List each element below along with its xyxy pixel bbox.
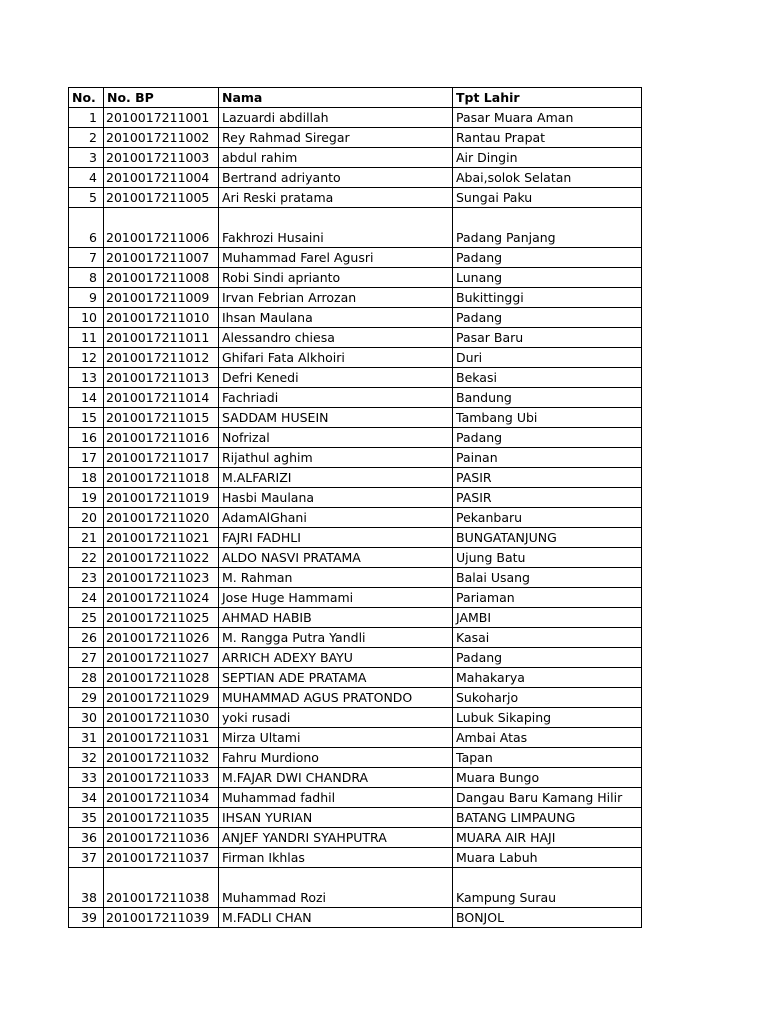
table-row: [69, 648, 642, 668]
cell-nama: Fahru Murdiono: [219, 748, 453, 768]
cell-no-bp: 2010017211034: [104, 788, 219, 808]
header-row: [69, 88, 642, 108]
cell-no-bp: 2010017211010: [104, 308, 219, 328]
cell-no-bp: 2010017211019: [104, 488, 219, 508]
cell-nama: Hasbi Maulana: [219, 488, 453, 508]
cell-no: 30: [69, 708, 104, 728]
cell-no-bp: 2010017211038: [104, 868, 219, 908]
cell-tpt-lahir: Muara Labuh: [453, 848, 642, 868]
cell-no-bp: 2010017211024: [104, 588, 219, 608]
cell-no: 6: [69, 208, 104, 248]
cell-nama: MUHAMMAD AGUS PRATONDO: [219, 688, 453, 708]
cell-tpt-lahir: BATANG LIMPAUNG: [453, 808, 642, 828]
table-row: [69, 908, 642, 928]
cell-no: 28: [69, 668, 104, 688]
table-row: [69, 668, 642, 688]
table-row: [69, 488, 642, 508]
cell-no-bp: 2010017211006: [104, 208, 219, 248]
cell-tpt-lahir: Air Dingin: [453, 148, 642, 168]
cell-tpt-lahir: Pasar Muara Aman: [453, 108, 642, 128]
cell-nama: FAJRI FADHLI: [219, 528, 453, 548]
table-row: [69, 188, 642, 208]
table-row: [69, 688, 642, 708]
cell-nama: Mirza Ultami: [219, 728, 453, 748]
cell-tpt-lahir: PASIR: [453, 468, 642, 488]
cell-no-bp: 2010017211030: [104, 708, 219, 728]
cell-no: 32: [69, 748, 104, 768]
cell-nama: SEPTIAN ADE PRATAMA: [219, 668, 453, 688]
cell-tpt-lahir: Sungai Paku: [453, 188, 642, 208]
table-row: [69, 848, 642, 868]
header-no-bp: No. BP: [104, 88, 219, 108]
cell-nama: Bertrand adriyanto: [219, 168, 453, 188]
table-row: [69, 148, 642, 168]
table-row: [69, 268, 642, 288]
cell-no: 15: [69, 408, 104, 428]
cell-tpt-lahir: Pariaman: [453, 588, 642, 608]
cell-no-bp: 2010017211037: [104, 848, 219, 868]
cell-no-bp: 2010017211027: [104, 648, 219, 668]
cell-no-bp: 2010017211005: [104, 188, 219, 208]
cell-tpt-lahir: Balai Usang: [453, 568, 642, 588]
cell-nama: Firman Ikhlas: [219, 848, 453, 868]
cell-no: 9: [69, 288, 104, 308]
cell-no: 4: [69, 168, 104, 188]
cell-nama: Rijathul aghim: [219, 448, 453, 468]
cell-no: 17: [69, 448, 104, 468]
cell-tpt-lahir: Pekanbaru: [453, 508, 642, 528]
cell-no: 16: [69, 428, 104, 448]
table-row: [69, 508, 642, 528]
cell-tpt-lahir: Padang: [453, 428, 642, 448]
table-row: [69, 568, 642, 588]
table-row: [69, 388, 642, 408]
cell-no-bp: 2010017211014: [104, 388, 219, 408]
table-row: [69, 788, 642, 808]
cell-nama: Lazuardi abdillah: [219, 108, 453, 128]
cell-no-bp: 2010017211039: [104, 908, 219, 928]
table-row: [69, 748, 642, 768]
table-row: [69, 108, 642, 128]
table-row: [69, 308, 642, 328]
cell-no-bp: 2010017211033: [104, 768, 219, 788]
table-row: [69, 128, 642, 148]
cell-nama: Nofrizal: [219, 428, 453, 448]
table-row: [69, 208, 642, 248]
table-row: [69, 768, 642, 788]
table-row: [69, 428, 642, 448]
cell-no: 18: [69, 468, 104, 488]
cell-no-bp: 2010017211031: [104, 728, 219, 748]
cell-tpt-lahir: JAMBI: [453, 608, 642, 628]
cell-tpt-lahir: Duri: [453, 348, 642, 368]
cell-no-bp: 2010017211002: [104, 128, 219, 148]
cell-tpt-lahir: Bandung: [453, 388, 642, 408]
cell-no-bp: 2010017211015: [104, 408, 219, 428]
cell-no: 39: [69, 908, 104, 928]
cell-no: 11: [69, 328, 104, 348]
cell-nama: M. Rahman: [219, 568, 453, 588]
cell-tpt-lahir: Ujung Batu: [453, 548, 642, 568]
cell-tpt-lahir: Lubuk Sikaping: [453, 708, 642, 728]
cell-no-bp: 2010017211008: [104, 268, 219, 288]
cell-nama: Muhammad fadhil: [219, 788, 453, 808]
cell-nama: yoki rusadi: [219, 708, 453, 728]
cell-tpt-lahir: Tambang Ubi: [453, 408, 642, 428]
cell-tpt-lahir: Rantau Prapat: [453, 128, 642, 148]
cell-nama: M.ALFARIZI: [219, 468, 453, 488]
cell-tpt-lahir: Bukittinggi: [453, 288, 642, 308]
cell-no: 36: [69, 828, 104, 848]
cell-nama: Robi Sindi aprianto: [219, 268, 453, 288]
cell-tpt-lahir: Bekasi: [453, 368, 642, 388]
cell-no: 19: [69, 488, 104, 508]
cell-no-bp: 2010017211036: [104, 828, 219, 848]
cell-no-bp: 2010017211021: [104, 528, 219, 548]
cell-no-bp: 2010017211032: [104, 748, 219, 768]
cell-tpt-lahir: Dangau Baru Kamang Hilir: [453, 788, 642, 808]
cell-nama: Irvan Febrian Arrozan: [219, 288, 453, 308]
cell-no-bp: 2010017211026: [104, 628, 219, 648]
cell-tpt-lahir: Padang Panjang: [453, 208, 642, 248]
cell-tpt-lahir: Muara Bungo: [453, 768, 642, 788]
table-row: [69, 248, 642, 268]
table-row: [69, 448, 642, 468]
cell-tpt-lahir: Sukoharjo: [453, 688, 642, 708]
table-row: [69, 168, 642, 188]
cell-no: 35: [69, 808, 104, 828]
cell-tpt-lahir: Mahakarya: [453, 668, 642, 688]
cell-nama: Rey Rahmad Siregar: [219, 128, 453, 148]
cell-tpt-lahir: Lunang: [453, 268, 642, 288]
cell-no: 23: [69, 568, 104, 588]
table-row: [69, 828, 642, 848]
cell-no: 29: [69, 688, 104, 708]
cell-nama: AHMAD HABIB: [219, 608, 453, 628]
table-row: [69, 368, 642, 388]
cell-nama: Muhammad Rozi: [219, 868, 453, 908]
cell-nama: M. Rangga Putra Yandli: [219, 628, 453, 648]
cell-tpt-lahir: Pasar Baru: [453, 328, 642, 348]
cell-no: 22: [69, 548, 104, 568]
cell-nama: Alessandro chiesa: [219, 328, 453, 348]
cell-no: 1: [69, 108, 104, 128]
cell-no-bp: 2010017211025: [104, 608, 219, 628]
cell-nama: ALDO NASVI PRATAMA: [219, 548, 453, 568]
cell-no: 24: [69, 588, 104, 608]
table-row: [69, 868, 642, 908]
cell-nama: ARRICH ADEXY BAYU: [219, 648, 453, 668]
cell-no-bp: 2010017211007: [104, 248, 219, 268]
cell-no: 38: [69, 868, 104, 908]
cell-no-bp: 2010017211001: [104, 108, 219, 128]
cell-no: 7: [69, 248, 104, 268]
cell-tpt-lahir: BUNGATANJUNG: [453, 528, 642, 548]
cell-tpt-lahir: Abai,solok Selatan: [453, 168, 642, 188]
cell-no-bp: 2010017211012: [104, 348, 219, 368]
cell-nama: Ari Reski pratama: [219, 188, 453, 208]
table-row: [69, 728, 642, 748]
cell-no-bp: 2010017211004: [104, 168, 219, 188]
table-row: [69, 288, 642, 308]
cell-nama: Ihsan Maulana: [219, 308, 453, 328]
cell-no: 14: [69, 388, 104, 408]
cell-no: 2: [69, 128, 104, 148]
cell-no-bp: 2010017211011: [104, 328, 219, 348]
cell-no: 8: [69, 268, 104, 288]
cell-no: 20: [69, 508, 104, 528]
cell-nama: Muhammad Farel Agusri: [219, 248, 453, 268]
cell-tpt-lahir: Padang: [453, 648, 642, 668]
table-row: [69, 808, 642, 828]
table-row: [69, 468, 642, 488]
student-table: [68, 87, 642, 928]
table-row: [69, 628, 642, 648]
cell-no-bp: 2010017211018: [104, 468, 219, 488]
cell-tpt-lahir: Tapan: [453, 748, 642, 768]
cell-no-bp: 2010017211013: [104, 368, 219, 388]
cell-no-bp: 2010017211016: [104, 428, 219, 448]
cell-no: 34: [69, 788, 104, 808]
table-row: [69, 608, 642, 628]
cell-nama: abdul rahim: [219, 148, 453, 168]
cell-nama: Ghifari Fata Alkhoiri: [219, 348, 453, 368]
cell-no-bp: 2010017211009: [104, 288, 219, 308]
cell-tpt-lahir: Kampung Surau: [453, 868, 642, 908]
cell-no-bp: 2010017211017: [104, 448, 219, 468]
cell-nama: AdamAlGhani: [219, 508, 453, 528]
table-row: [69, 408, 642, 428]
cell-no-bp: 2010017211028: [104, 668, 219, 688]
cell-nama: M.FADLI CHAN: [219, 908, 453, 928]
table-row: [69, 708, 642, 728]
table-row: [69, 588, 642, 608]
cell-no: 37: [69, 848, 104, 868]
cell-no: 12: [69, 348, 104, 368]
cell-nama: Fachriadi: [219, 388, 453, 408]
cell-tpt-lahir: Ambai Atas: [453, 728, 642, 748]
cell-no: 31: [69, 728, 104, 748]
cell-no-bp: 2010017211003: [104, 148, 219, 168]
cell-no: 5: [69, 188, 104, 208]
cell-no: 26: [69, 628, 104, 648]
cell-no: 33: [69, 768, 104, 788]
cell-no: 27: [69, 648, 104, 668]
cell-no: 3: [69, 148, 104, 168]
cell-tpt-lahir: Padang: [453, 248, 642, 268]
table-row: [69, 328, 642, 348]
student-list-sheet: [68, 87, 641, 928]
cell-nama: Defri Kenedi: [219, 368, 453, 388]
cell-tpt-lahir: PASIR: [453, 488, 642, 508]
cell-tpt-lahir: Painan: [453, 448, 642, 468]
table-row: [69, 348, 642, 368]
cell-tpt-lahir: MUARA AIR HAJI: [453, 828, 642, 848]
cell-nama: ANJEF YANDRI SYAHPUTRA: [219, 828, 453, 848]
table-header: [69, 88, 642, 108]
cell-nama: Jose Huge Hammami: [219, 588, 453, 608]
table-row: [69, 548, 642, 568]
cell-no-bp: 2010017211029: [104, 688, 219, 708]
table-body: [69, 108, 642, 928]
cell-no: 25: [69, 608, 104, 628]
cell-no: 21: [69, 528, 104, 548]
cell-tpt-lahir: Kasai: [453, 628, 642, 648]
cell-no-bp: 2010017211022: [104, 548, 219, 568]
cell-no: 10: [69, 308, 104, 328]
header-no: No.: [69, 88, 104, 108]
table-row: [69, 528, 642, 548]
cell-no-bp: 2010017211035: [104, 808, 219, 828]
cell-nama: SADDAM HUSEIN: [219, 408, 453, 428]
cell-no-bp: 2010017211023: [104, 568, 219, 588]
cell-tpt-lahir: BONJOL: [453, 908, 642, 928]
cell-nama: Fakhrozi Husaini: [219, 208, 453, 248]
header-nama: Nama: [219, 88, 453, 108]
cell-tpt-lahir: Padang: [453, 308, 642, 328]
cell-no: 13: [69, 368, 104, 388]
cell-nama: IHSAN YURIAN: [219, 808, 453, 828]
header-tpt-lahir: Tpt Lahir: [453, 88, 642, 108]
cell-nama: M.FAJAR DWI CHANDRA: [219, 768, 453, 788]
cell-no-bp: 2010017211020: [104, 508, 219, 528]
